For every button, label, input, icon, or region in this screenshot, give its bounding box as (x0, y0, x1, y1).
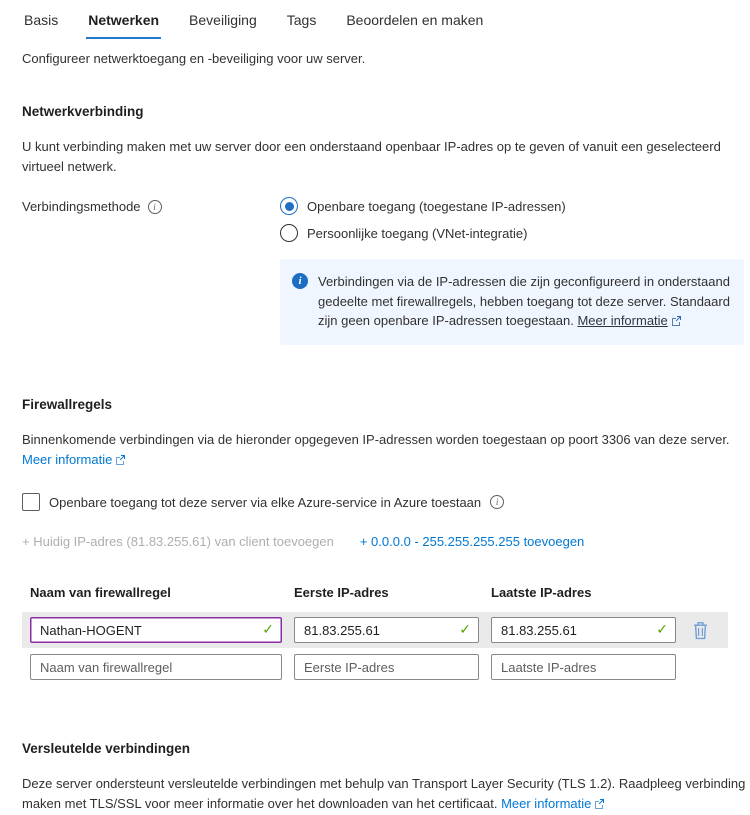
allow-azure-services-checkbox[interactable] (22, 493, 40, 511)
firewall-rule-row (22, 612, 728, 648)
page-intro-text: Configureer netwerktoegang en -beveiliging voor uw server. (22, 51, 366, 66)
new-start-ip-input[interactable] (294, 654, 479, 680)
column-header-end-ip: Laatste IP-adres (491, 585, 592, 601)
radio-public-access[interactable] (280, 197, 566, 215)
firewall-rules-description: Binnenkomende verbindingen via de hieronder opgegeven IP-adressen worden toegestaan op poort 3306 van deze server. (22, 431, 730, 447)
column-header-rule-name: Naam van firewallregel (30, 585, 171, 601)
valid-check-icon: ✓ (262, 620, 274, 637)
radio-public-access-circle[interactable] (280, 197, 298, 215)
wizard-tabbar (22, 8, 750, 39)
end-ip-input[interactable] (491, 617, 676, 643)
firewall-rule-empty-row (22, 649, 728, 685)
radio-private-access-circle[interactable] (280, 224, 298, 242)
connection-method-info-icon[interactable]: i (148, 200, 162, 214)
connection-method-row (22, 197, 750, 242)
firewall-more-info-link[interactable]: Meer informatie (22, 451, 113, 467)
firewall-rules-table (22, 585, 728, 685)
tab-beoordelen-en-maken[interactable]: Beoordelen en maken (346, 12, 484, 28)
firewall-table-header-row (22, 585, 728, 600)
encrypted-more-info-link[interactable]: Meer informatie (501, 796, 592, 812)
rule-name-input[interactable] (30, 617, 282, 643)
tab-netwerken[interactable]: Netwerken (86, 8, 161, 39)
new-end-ip-input[interactable] (491, 654, 676, 680)
info-banner-icon: i (292, 273, 308, 289)
valid-check-icon: ✓ (656, 620, 668, 637)
add-all-ips-link[interactable]: + 0.0.0.0 - 255.255.255.255 toevoegen (359, 534, 585, 550)
tab-beveiliging[interactable]: Beveiliging (189, 12, 257, 28)
encrypted-connections-description: Deze server ondersteunt versleutelde verbindingen met behulp van Transport Layer Security (TLS 1.2). Raadpleeg verbinding maken met TLS/SSL voor meer informatie over het downloaden van het certificaat. (22, 776, 746, 812)
allow-azure-services-info-icon[interactable]: i (490, 495, 504, 509)
column-header-start-ip: Eerste IP-adres (294, 585, 389, 601)
firewall-add-links (22, 534, 750, 549)
info-banner-text: Verbindingen via de IP-adressen die zijn geconfigureerd in onderstaand gedeelte met firewallregels, hebben toegang tot deze server. Standaard zijn geen openbare IP-adressen toegestaan. (318, 274, 730, 329)
radio-private-access-label: Persoonlijke toegang (VNet-integratie) (307, 225, 528, 241)
valid-check-icon: ✓ (459, 620, 471, 637)
connection-method-radio-group (280, 197, 566, 242)
radio-public-access-label: Openbare toegang (toegestane IP-adressen) (307, 198, 566, 214)
tab-basis[interactable]: Basis (24, 12, 59, 28)
tab-tags[interactable]: Tags (286, 12, 317, 28)
external-link-icon (671, 312, 682, 332)
network-connection-description: U kunt verbinding maken met uw server door een onderstaand openbaar IP-adres op te geven of vanuit een geselecteerd virtueel netwerk. (22, 139, 721, 175)
radio-private-access[interactable] (280, 224, 566, 242)
info-banner-more-info-link[interactable]: Meer informatie (577, 313, 668, 329)
connection-method-label: Verbindingsmethode (22, 199, 141, 215)
public-access-info-banner (280, 259, 744, 345)
delete-rule-button[interactable] (688, 617, 712, 643)
allow-azure-services-row (22, 493, 750, 511)
allow-azure-services-label: Openbare toegang tot deze server via elke Azure-service in Azure toestaan (49, 494, 482, 510)
start-ip-input[interactable] (294, 617, 479, 643)
external-link-icon (594, 795, 605, 815)
firewall-rules-heading: Firewallregels (22, 396, 113, 412)
encrypted-connections-heading: Versleutelde verbindingen (22, 741, 191, 757)
external-link-icon (115, 451, 126, 471)
trash-icon (693, 621, 708, 640)
network-connection-heading: Netwerkverbinding (22, 104, 144, 119)
add-client-ip-link[interactable]: + Huidig IP-adres (81.83.255.61) van client toevoegen (22, 534, 334, 550)
new-rule-name-input[interactable] (30, 654, 282, 680)
